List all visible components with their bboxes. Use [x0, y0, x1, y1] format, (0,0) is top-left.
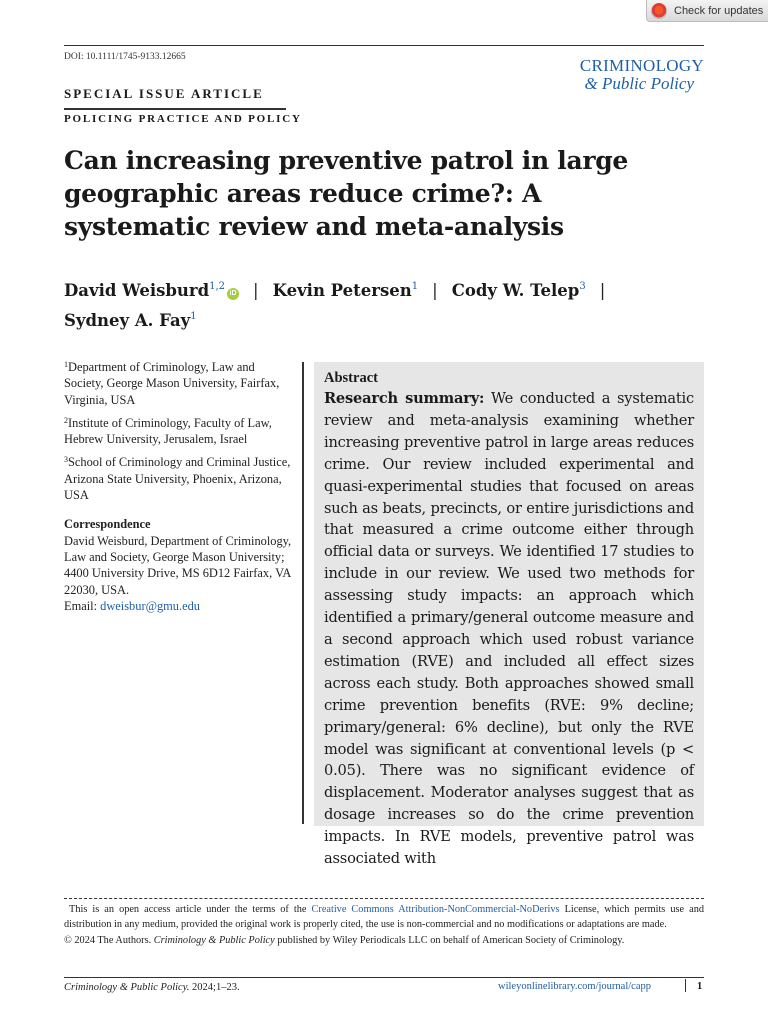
author-name: Kevin Petersen: [272, 281, 412, 300]
section-label: SPECIAL ISSUE ARTICLE: [64, 86, 264, 101]
orcid-icon[interactable]: iD: [227, 288, 239, 300]
author-fay[interactable]: [64, 311, 197, 330]
affiliation-text: Institute of Criminology, Faculty of Law, Hebrew University, Jerusalem, Israel: [64, 415, 272, 447]
author-name: David Weisburd: [64, 281, 210, 300]
author-name: Sydney A. Fay: [64, 311, 191, 330]
author-telep[interactable]: [452, 281, 586, 300]
footer-rule: [64, 977, 704, 978]
affiliation-item: [64, 452, 292, 503]
correspondence-email-line: [64, 598, 292, 614]
license-footnote: [64, 903, 704, 949]
correspondence-text: David Weisburd, Department of Criminology, Law and Society, George Mason University; 4400 University Drive, MS 6D12 Fairfax, VA 22030, USA.: [64, 533, 292, 597]
abstract-lead: Research summary:: [324, 390, 485, 407]
journal-logo: [580, 57, 704, 93]
author-affiliation-ref[interactable]: 1,2: [209, 281, 226, 292]
email-label: Email:: [64, 598, 101, 613]
license-text: [64, 903, 704, 932]
footer-citation: [64, 982, 240, 993]
author-petersen[interactable]: [273, 281, 419, 300]
author-affiliation-ref[interactable]: 3: [579, 281, 586, 292]
check-for-updates-label: Check for updates: [674, 4, 764, 17]
abstract-body: [324, 388, 694, 870]
subsection-label: POLICING PRACTICE AND POLICY: [64, 113, 302, 125]
author-separator: |: [432, 281, 438, 300]
affiliations-column: [64, 357, 292, 614]
affiliation-item: [64, 357, 292, 408]
affiliation-number: 1: [64, 360, 68, 369]
author-affiliation-ref[interactable]: 1: [411, 281, 419, 292]
copyright-before: © 2024 The Authors.: [64, 935, 154, 946]
copyright-journal: Criminology & Public Policy: [153, 935, 275, 946]
article-title: Can increasing preventive patrol in large geographic areas reduce crime?: A systematic review and meta-analysis: [64, 146, 629, 241]
abstract-box: [314, 362, 704, 868]
abstract-heading: Abstract: [324, 370, 378, 386]
affiliation-item: [64, 413, 292, 448]
footer-journal-link[interactable]: wileyonlinelibrary.com/journal/capp: [498, 981, 651, 992]
author-separator: |: [253, 281, 259, 300]
journal-logo-line1: CRIMINOLOGY: [579, 56, 704, 75]
affiliation-text: Department of Criminology, Law and Society, George Mason University, Fairfax, Virginia, USA: [64, 360, 280, 407]
footer-year-pages: 2024;1–23.: [189, 982, 240, 993]
doi[interactable]: DOI: 10.1111/1745-9133.12665: [64, 52, 186, 62]
author-weisburd[interactable]: [64, 281, 239, 300]
affiliation-number: 2: [64, 415, 68, 425]
affiliation-text: School of Criminology and Criminal Justice, Arizona State University, Phoenix, Arizona, USA: [64, 455, 291, 503]
top-rule: [64, 45, 704, 46]
footnote-rule: [64, 898, 704, 899]
copyright-after: published by Wiley Periodicals LLC on behalf of American Society of Criminology.: [274, 935, 625, 946]
journal-logo-line2: & Public Policy: [584, 74, 694, 93]
affiliation-number: 3: [64, 455, 68, 465]
abstract-text: We conducted a systematic review and meta-analysis examining whether increasing preventive patrol in large areas reduces crime. Our review included experimental and quasi-experimental studies that focused on areas such as beats, precincts, or entire jurisdictions and that measured a crime outcome either through official data or surveys. We identified 17 studies to include in our review. We used two methods for assessing study impacts: an approach which identified a primary/general outcome measure and a second approach which used robust variance estimation (RVE) and included all effect sizes across each study. Both approaches showed small crime prevention benefits (RVE: 9% decline; primary/general: 6% decline), but only the RVE model was significant at conventional levels (p < 0.05). There was no significant evidence of displacement. Moderator analyses suggest that as dosage increases so do the crime prevention impacts. In RVE models, preventive patrol was associated with: [324, 390, 694, 868]
page-number: 1: [697, 981, 703, 992]
copyright-line: [64, 934, 704, 949]
license-text-before: This is an open access article under the terms of the: [69, 904, 312, 915]
author-affiliation-ref[interactable]: 1: [190, 311, 197, 322]
column-divider: [302, 362, 304, 824]
section-rule: [64, 108, 286, 110]
author-list: [64, 274, 704, 334]
crossmark-icon: [651, 3, 667, 19]
correspondence-heading: Correspondence: [64, 517, 151, 532]
email-link[interactable]: dweisbur@gmu.edu: [100, 598, 200, 613]
license-link[interactable]: Creative Commons Attribution-NonCommercial-NoDerivs: [311, 904, 560, 915]
license-text-after: License, which permits use and distribution in any medium, provided the original work is properly cited, the use is non-commercial and no modifications or adaptations are made.: [64, 904, 704, 930]
check-for-updates-button[interactable]: [646, 0, 768, 22]
footer-divider: [685, 979, 686, 992]
author-name: Cody W. Telep: [451, 281, 580, 300]
footer-journal: Criminology & Public Policy.: [64, 982, 190, 993]
author-separator: |: [599, 281, 606, 300]
